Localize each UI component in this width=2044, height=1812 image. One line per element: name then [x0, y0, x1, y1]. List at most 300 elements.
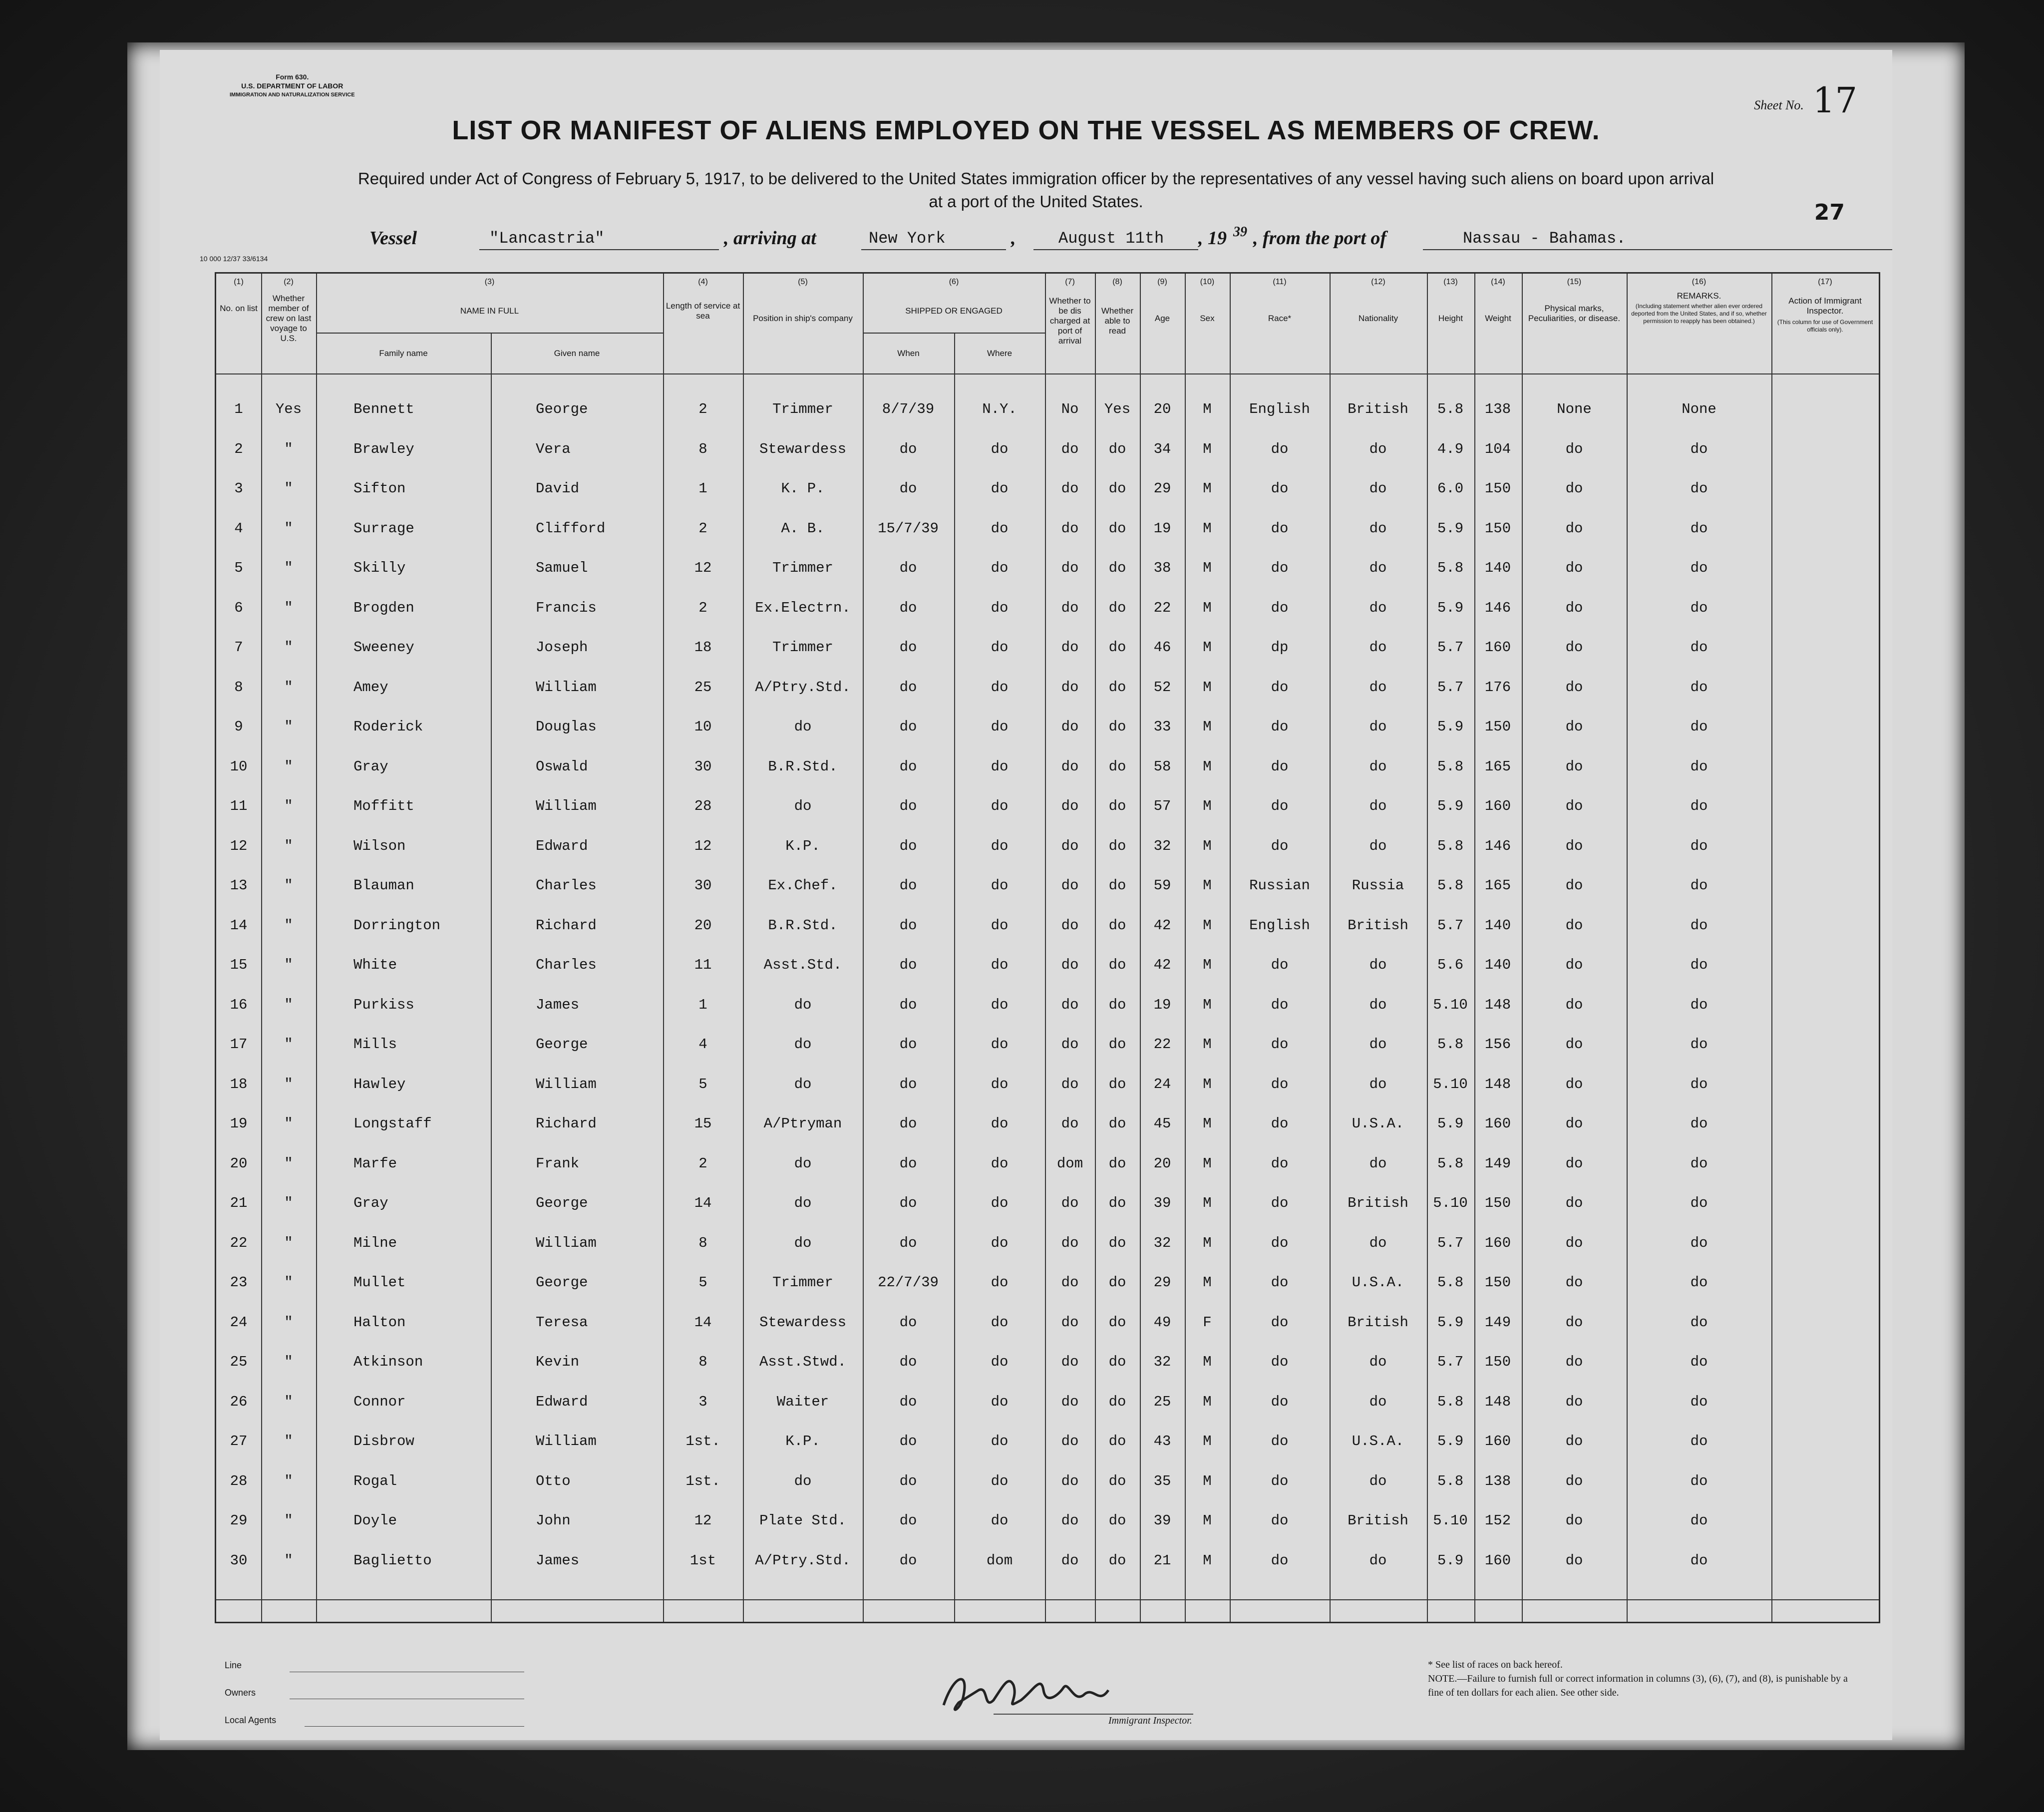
cell-prev: "	[284, 758, 293, 775]
cell-phys: None	[1557, 401, 1592, 417]
col-number: (16)	[1692, 278, 1706, 286]
cell-position: Trimmer	[772, 560, 833, 576]
table-row	[216, 1235, 1879, 1255]
cell-height: 5.8	[1437, 560, 1464, 576]
cell-service: 5	[698, 1076, 707, 1092]
cell-where: do	[991, 1036, 1009, 1053]
cell-nat: do	[1369, 639, 1387, 656]
cell-no: 1	[234, 401, 243, 417]
cell-race: do	[1271, 1115, 1289, 1132]
col-divider	[1230, 274, 1231, 1622]
cell-where: do	[991, 679, 1009, 696]
cell-prev: "	[284, 520, 293, 537]
cell-family: Baglietto	[353, 1552, 432, 1569]
cell-family: Gray	[353, 1195, 388, 1211]
cell-age: 19	[1153, 520, 1171, 537]
cell-given: James	[536, 996, 580, 1013]
cell-race: do	[1271, 1433, 1289, 1450]
cell-when: do	[899, 639, 917, 656]
from-underline	[1423, 249, 1892, 250]
owners-label: Owners	[225, 1688, 256, 1698]
cell-sex: M	[1203, 401, 1212, 417]
cell-family: Mullet	[353, 1274, 406, 1291]
cell-family: Hawley	[353, 1076, 406, 1092]
cell-nat: do	[1369, 996, 1387, 1013]
cell-weight: 146	[1484, 837, 1511, 854]
cell-remarks: do	[1690, 679, 1708, 696]
cell-service: 3	[698, 1393, 707, 1410]
cell-height: 5.9	[1437, 1314, 1464, 1331]
cell-age: 32	[1153, 1234, 1171, 1251]
cell-service: 1st.	[685, 1472, 720, 1489]
cell-when: do	[899, 1115, 917, 1132]
cell-no: 23	[230, 1274, 248, 1291]
cell-sex: M	[1203, 719, 1212, 735]
col-divider	[1330, 274, 1331, 1622]
cell-nat: British	[1348, 1195, 1408, 1211]
col-divider	[1185, 274, 1186, 1622]
cell-phys: do	[1565, 1274, 1583, 1291]
manifest-page	[160, 50, 1892, 1740]
cell-disch: do	[1061, 996, 1079, 1013]
cell-when: do	[899, 1314, 917, 1331]
cell-read: Yes	[1104, 401, 1131, 417]
table-row	[216, 1354, 1879, 1374]
cell-no: 27	[230, 1433, 248, 1450]
cell-where: do	[991, 1155, 1009, 1172]
cell-prev: "	[284, 1195, 293, 1211]
cell-remarks: do	[1690, 480, 1708, 497]
header-no-on-list: No. on list	[220, 304, 258, 313]
cell-age: 29	[1153, 1274, 1171, 1291]
cell-given: John	[536, 1512, 571, 1529]
cell-phys: do	[1565, 1472, 1583, 1489]
table-row	[216, 1274, 1879, 1294]
cell-race: dp	[1271, 639, 1289, 656]
cell-phys: do	[1565, 599, 1583, 616]
cell-position: K. P.	[781, 480, 825, 497]
cell-where: do	[991, 758, 1009, 775]
cell-service: 11	[694, 957, 712, 973]
arriving-label: , arriving at	[724, 228, 816, 249]
cell-sex: M	[1203, 957, 1212, 973]
cell-where: do	[991, 1115, 1009, 1132]
cell-race: English	[1249, 917, 1310, 934]
cell-remarks: do	[1690, 1472, 1708, 1489]
cell-when: do	[899, 560, 917, 576]
cell-given: George	[536, 1274, 588, 1291]
header-family-name: Family name	[379, 349, 428, 358]
port-underline	[861, 249, 1006, 250]
cell-read: do	[1108, 1472, 1126, 1489]
col-number: (2)	[284, 278, 294, 286]
cell-when: do	[899, 1512, 917, 1529]
cell-where: do	[991, 798, 1009, 814]
cell-read: do	[1108, 440, 1126, 457]
cell-read: do	[1108, 1433, 1126, 1450]
cell-read: do	[1108, 1036, 1126, 1053]
cell-service: 1st	[689, 1552, 716, 1569]
col-divider	[1771, 274, 1772, 1622]
cell-no: 22	[230, 1234, 248, 1251]
cell-where: do	[991, 957, 1009, 973]
from-label: , from the port of	[1253, 228, 1387, 249]
cell-phys: do	[1565, 520, 1583, 537]
cell-read: do	[1108, 520, 1126, 537]
header-age: Age	[1154, 314, 1170, 323]
cell-prev: Yes	[275, 401, 302, 417]
cell-position: do	[794, 1155, 812, 1172]
cell-weight: 148	[1484, 1076, 1511, 1092]
cell-remarks: do	[1690, 837, 1708, 854]
header-weight: Weight	[1485, 314, 1511, 323]
cell-disch: dom	[1056, 1155, 1083, 1172]
crew-table	[215, 272, 1880, 1623]
cell-when: do	[899, 1552, 917, 1569]
cell-remarks: do	[1690, 917, 1708, 934]
cell-given: Oswald	[536, 758, 588, 775]
cell-no: 9	[234, 719, 243, 735]
cell-weight: 156	[1484, 1036, 1511, 1053]
table-row	[216, 957, 1879, 977]
cell-weight: 160	[1484, 1115, 1511, 1132]
year-prefix: , 19	[1198, 228, 1227, 249]
print-code: 10 000 12/37 33/6134	[200, 255, 268, 263]
cell-weight: 150	[1484, 719, 1511, 735]
cell-phys: do	[1565, 758, 1583, 775]
cell-no: 4	[234, 520, 243, 537]
cell-given: Douglas	[536, 719, 597, 735]
cell-where: do	[991, 1076, 1009, 1092]
cell-position: A/Ptry.Std.	[755, 679, 851, 696]
cell-disch: do	[1061, 798, 1079, 814]
cell-given: George	[536, 1195, 588, 1211]
cell-height: 6.0	[1437, 480, 1464, 497]
cell-disch: do	[1061, 1036, 1079, 1053]
cell-prev: "	[284, 1274, 293, 1291]
cell-height: 5.8	[1437, 877, 1464, 894]
cell-position: A/Ptryman	[763, 1115, 842, 1132]
cell-family: Brogden	[353, 599, 414, 616]
cell-sex: M	[1203, 1234, 1212, 1251]
cell-read: do	[1108, 560, 1126, 576]
cell-position: do	[794, 1036, 812, 1053]
cell-phys: do	[1565, 1036, 1583, 1053]
cell-age: 20	[1153, 401, 1171, 417]
header-when: When	[897, 349, 920, 358]
cell-given: James	[536, 1552, 580, 1569]
cell-weight: 140	[1484, 957, 1511, 973]
cell-where: do	[991, 440, 1009, 457]
year-suffix: 39	[1233, 224, 1247, 240]
cell-race: do	[1271, 440, 1289, 457]
cell-race: do	[1271, 560, 1289, 576]
cell-family: Roderick	[353, 719, 423, 735]
cell-prev: "	[284, 480, 293, 497]
cell-weight: 148	[1484, 996, 1511, 1013]
col-divider	[743, 274, 744, 1622]
cell-when: do	[899, 480, 917, 497]
table-row	[216, 1473, 1879, 1493]
cell-weight: 160	[1484, 798, 1511, 814]
cell-nat: do	[1369, 1393, 1387, 1410]
cell-disch: do	[1061, 1472, 1079, 1489]
cell-given: William	[536, 1076, 597, 1092]
cell-height: 5.6	[1437, 957, 1464, 973]
cell-disch: do	[1061, 1512, 1079, 1529]
cell-sex: M	[1203, 917, 1212, 934]
cell-given: Charles	[536, 957, 597, 973]
cell-disch: do	[1061, 719, 1079, 735]
cell-age: 57	[1153, 798, 1171, 814]
col-number: (3)	[484, 278, 495, 286]
cell-remarks: do	[1690, 1274, 1708, 1291]
cell-weight: 160	[1484, 1433, 1511, 1450]
cell-sex: M	[1203, 639, 1212, 656]
cell-remarks: do	[1690, 1234, 1708, 1251]
cell-family: Dorrington	[353, 917, 441, 934]
cell-height: 5.10	[1433, 1076, 1468, 1092]
cell-disch: do	[1061, 1115, 1079, 1132]
cell-sex: M	[1203, 1036, 1212, 1053]
header-length-service: Length of service at sea	[666, 301, 740, 321]
cell-when: do	[899, 1155, 917, 1172]
cell-remarks: do	[1690, 520, 1708, 537]
cell-service: 8	[698, 440, 707, 457]
cell-prev: "	[284, 440, 293, 457]
cell-where: do	[991, 1393, 1009, 1410]
cell-remarks: do	[1690, 440, 1708, 457]
cell-race: English	[1249, 401, 1310, 417]
cell-race: do	[1271, 1393, 1289, 1410]
cell-weight: 160	[1484, 639, 1511, 656]
table-row	[216, 441, 1879, 461]
cell-race: do	[1271, 1354, 1289, 1370]
cell-sex: M	[1203, 1195, 1212, 1211]
cell-position: K.P.	[785, 837, 820, 854]
vessel-label: Vessel	[369, 228, 417, 249]
cell-nat: U.S.A.	[1352, 1433, 1404, 1450]
cell-sex: M	[1203, 1512, 1212, 1529]
cell-sex: M	[1203, 1472, 1212, 1489]
cell-nat: do	[1369, 719, 1387, 735]
cell-read: do	[1108, 1115, 1126, 1132]
cell-disch: No	[1061, 401, 1079, 417]
col-number: (15)	[1567, 278, 1582, 286]
cell-race: do	[1271, 1036, 1289, 1053]
agents-rule	[305, 1726, 524, 1727]
cell-family: Brawley	[353, 440, 414, 457]
name-header-rule	[316, 333, 663, 334]
cell-height: 5.10	[1433, 1195, 1468, 1211]
footnote	[1428, 1658, 1852, 1700]
cell-nat: do	[1369, 1472, 1387, 1489]
cell-family: Blauman	[353, 877, 414, 894]
cell-no: 7	[234, 639, 243, 656]
cell-weight: 152	[1484, 1512, 1511, 1529]
cell-given: Joseph	[536, 639, 588, 656]
cell-prev: "	[284, 1036, 293, 1053]
col-number: (9)	[1157, 278, 1167, 286]
cell-read: do	[1108, 599, 1126, 616]
corner-number: 27	[1814, 200, 1845, 225]
col-number: (14)	[1491, 278, 1505, 286]
cell-no: 6	[234, 599, 243, 616]
cell-service: 2	[698, 1155, 707, 1172]
cell-race: do	[1271, 798, 1289, 814]
cell-read: do	[1108, 798, 1126, 814]
cell-race: Russian	[1249, 877, 1310, 894]
cell-sex: M	[1203, 1155, 1212, 1172]
cell-phys: do	[1565, 1155, 1583, 1172]
cell-age: 29	[1153, 480, 1171, 497]
cell-when: 15/7/39	[878, 520, 939, 537]
cell-prev: "	[284, 1433, 293, 1450]
cell-age: 39	[1153, 1512, 1171, 1529]
cell-when: do	[899, 440, 917, 457]
cell-when: 22/7/39	[878, 1274, 939, 1291]
cell-phys: do	[1565, 957, 1583, 973]
cell-no: 10	[230, 758, 248, 775]
cell-disch: do	[1061, 639, 1079, 656]
cell-nat: Russia	[1352, 877, 1404, 894]
cell-given: Clifford	[536, 520, 606, 537]
cell-race: do	[1271, 1472, 1289, 1489]
cell-given: Kevin	[536, 1354, 580, 1370]
cell-age: 42	[1153, 957, 1171, 973]
cell-given: Richard	[536, 1115, 597, 1132]
cell-service: 2	[698, 520, 707, 537]
cell-family: Rogal	[353, 1472, 397, 1489]
cell-age: 34	[1153, 440, 1171, 457]
cell-nat: U.S.A.	[1352, 1115, 1404, 1132]
cell-weight: 150	[1484, 480, 1511, 497]
cell-age: 24	[1153, 1076, 1171, 1092]
cell-height: 5.7	[1437, 639, 1464, 656]
cell-disch: do	[1061, 520, 1079, 537]
cell-remarks: do	[1690, 599, 1708, 616]
header-rule	[216, 373, 1879, 374]
cell-where: do	[991, 1234, 1009, 1251]
cell-height: 5.9	[1437, 798, 1464, 814]
cell-weight: 165	[1484, 758, 1511, 775]
cell-remarks: do	[1690, 1512, 1708, 1529]
cell-read: do	[1108, 1076, 1126, 1092]
cell-no: 16	[230, 996, 248, 1013]
cell-prev: "	[284, 1354, 293, 1370]
cell-when: do	[899, 1234, 917, 1251]
cell-service: 20	[694, 917, 712, 934]
cell-when: do	[899, 1076, 917, 1092]
cell-height: 5.10	[1433, 996, 1468, 1013]
cell-family: Surrage	[353, 520, 414, 537]
cell-no: 19	[230, 1115, 248, 1132]
cell-no: 18	[230, 1076, 248, 1092]
cell-weight: 148	[1484, 1393, 1511, 1410]
cell-service: 30	[694, 758, 712, 775]
cell-phys: do	[1565, 1314, 1583, 1331]
cell-age: 22	[1153, 1036, 1171, 1053]
cell-disch: do	[1061, 758, 1079, 775]
cell-weight: 165	[1484, 877, 1511, 894]
cell-height: 4.9	[1437, 440, 1464, 457]
cell-race: do	[1271, 1512, 1289, 1529]
cell-weight: 140	[1484, 917, 1511, 934]
cell-position: do	[794, 1195, 812, 1211]
header-nationality: Nationality	[1358, 314, 1398, 323]
cell-nat: do	[1369, 440, 1387, 457]
cell-no: 25	[230, 1354, 248, 1370]
table-row	[216, 679, 1879, 699]
agents-label: Local Agents	[225, 1715, 277, 1725]
header-sex: Sex	[1200, 314, 1215, 323]
cell-read: do	[1108, 1393, 1126, 1410]
cell-read: do	[1108, 957, 1126, 973]
cell-when: do	[899, 758, 917, 775]
table-row	[216, 997, 1879, 1017]
cell-weight: 149	[1484, 1314, 1511, 1331]
cell-age: 43	[1153, 1433, 1171, 1450]
col-number: (10)	[1200, 278, 1215, 286]
cell-nat: British	[1348, 1512, 1408, 1529]
header-name-in-full: NAME IN FULL	[460, 306, 519, 316]
cell-no: 8	[234, 679, 243, 696]
col-number: (7)	[1065, 278, 1075, 286]
footnote-penalty: NOTE.—Failure to furnish full or correct information in columns (3), (6), (7), and (8), is punishable by a fine of ten dollars for each alien. See other side.	[1428, 1673, 1848, 1698]
cell-race: do	[1271, 1195, 1289, 1211]
cell-when: 8/7/39	[882, 401, 935, 417]
col-divider	[1095, 274, 1096, 1622]
cell-position: Stewardess	[759, 440, 847, 457]
cell-phys: do	[1565, 1115, 1583, 1132]
service-name: IMMIGRATION AND NATURALIZATION SERVICE	[230, 92, 355, 98]
cell-when: do	[899, 798, 917, 814]
header-action: Action of Immigrant Inspector.	[1788, 296, 1862, 316]
form-number: Form 630.	[276, 73, 309, 81]
cell-remarks: do	[1690, 877, 1708, 894]
cell-phys: do	[1565, 1512, 1583, 1529]
cell-disch: do	[1061, 599, 1079, 616]
cell-when: do	[899, 917, 917, 934]
cell-age: 45	[1153, 1115, 1171, 1132]
cell-service: 8	[698, 1234, 707, 1251]
cell-service: 12	[694, 560, 712, 576]
cell-weight: 150	[1484, 1195, 1511, 1211]
header-given-name: Given name	[554, 349, 600, 358]
cell-read: do	[1108, 1512, 1126, 1529]
cell-phys: do	[1565, 996, 1583, 1013]
cell-sex: M	[1203, 877, 1212, 894]
cell-weight: 138	[1484, 1472, 1511, 1489]
cell-position: B.R.Std.	[768, 917, 838, 934]
cell-remarks: do	[1690, 758, 1708, 775]
cell-given: William	[536, 1433, 597, 1450]
cell-family: Disbrow	[353, 1433, 414, 1450]
cell-read: do	[1108, 1195, 1126, 1211]
cell-given: Richard	[536, 917, 597, 934]
cell-age: 38	[1153, 560, 1171, 576]
cell-race: do	[1271, 1274, 1289, 1291]
page-subtitle: Required under Act of Congress of February 5, 1917, to be delivered to the United States immigration officer by the representatives of any vessel having such aliens on board upon arrival at a port of the United States.	[357, 169, 1714, 211]
cell-prev: "	[284, 1552, 293, 1569]
header-action-sub: (This column for use of Government officials only).	[1777, 319, 1873, 333]
cell-no: 21	[230, 1195, 248, 1211]
cell-sex: M	[1203, 520, 1212, 537]
cell-sex: M	[1203, 599, 1212, 616]
cell-height: 5.9	[1437, 1552, 1464, 1569]
cell-no: 20	[230, 1155, 248, 1172]
cell-position: do	[794, 996, 812, 1013]
